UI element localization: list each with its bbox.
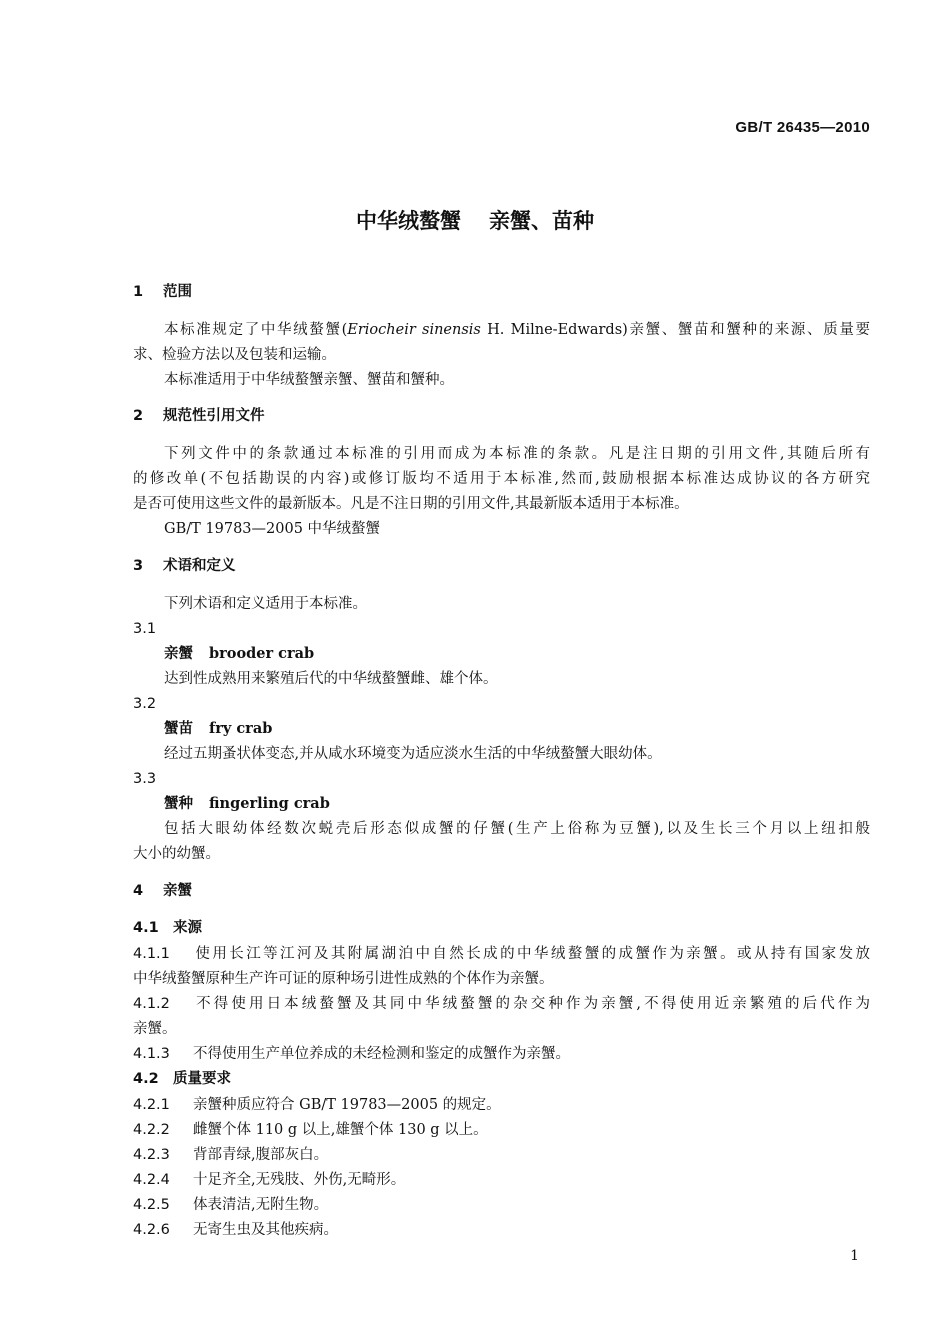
section-number: 2 (133, 408, 144, 424)
clause-4-2-6: 4.2.6 无寄生虫及其他疾病。 (133, 1222, 338, 1238)
term-number: 3.3 (133, 771, 157, 787)
section-1-heading (133, 282, 950, 302)
section-4-heading (133, 881, 950, 901)
section-title: 规范性引用文件 (163, 408, 265, 424)
section-title: 亲蟹 (163, 883, 192, 899)
section-2-heading (133, 406, 950, 426)
document-title (0, 205, 950, 235)
paragraph-line: 亲蟹。 (133, 1021, 177, 1037)
section-number: 4 (133, 883, 144, 899)
page-number: 1 (850, 1248, 859, 1264)
title-main: 中华绒螯蟹 (356, 209, 461, 233)
term-name: 蟹苗 fry crab (164, 720, 273, 737)
term-number: 3.2 (133, 696, 157, 712)
term-definition: 大小的幼蟹。 (133, 846, 220, 862)
section-number: 1 (133, 284, 144, 300)
paragraph-line: 本标准适用于中华绒螯蟹亲蟹、蟹苗和蟹种。 (164, 372, 454, 388)
paragraph-line: 中华绒螯蟹原种生产许可证的原种场引进性成熟的个体作为亲蟹。 (133, 971, 554, 987)
clause-4-2-4: 4.2.4 十足齐全,无残肢、外伤,无畸形。 (133, 1172, 406, 1188)
section-3-heading (133, 556, 950, 576)
section-number: 3 (133, 558, 144, 574)
paragraph-line: 下列文件中的条款通过本标准的引用而成为本标准的条款。凡是注日期的引用文件,其随后所有 (164, 446, 870, 462)
section-title: 范围 (163, 284, 192, 300)
section-title: 术语和定义 (163, 558, 236, 574)
paragraph-line: 下列术语和定义适用于本标准。 (164, 596, 367, 612)
paragraph-line: 的修改单(不包括勘误的内容)或修订版均不适用于本标准,然而,鼓励根据本标准达成协议的各方研究 (133, 471, 870, 487)
paragraph-line: 本标准规定了中华绒螯蟹(Eriocheir sinensis H. Milne-Edwards)亲蟹、蟹苗和蟹种的来源、质量要 (164, 322, 870, 338)
subsection-4-2-heading: 4.2 质量要求 (133, 1071, 231, 1087)
standard-code: GB/T 26435—2010 (735, 119, 870, 136)
term-number: 3.1 (133, 621, 157, 637)
clause-4-2-5: 4.2.5 体表清洁,无附生物。 (133, 1197, 329, 1213)
title-sub: 亲蟹、苗种 (489, 209, 594, 233)
term-name: 蟹种 fingerling crab (164, 795, 330, 812)
clause-4-1-1: 4.1.1 使用长江等江河及其附属湖泊中自然长成的中华绒螯蟹的成蟹作为亲蟹。或从持有国家发放 (133, 946, 870, 962)
latin-name: Eriocheir sinensis (347, 322, 481, 338)
paragraph-line: 是否可使用这些文件的最新版本。凡是不注日期的引用文件,其最新版本适用于本标准。 (133, 496, 689, 512)
term-definition: 经过五期蚤状体变态,并从咸水环境变为适应淡水生活的中华绒螯蟹大眼幼体。 (164, 746, 662, 762)
paragraph-line: 求、检验方法以及包装和运输。 (133, 347, 336, 363)
term-name: 亲蟹 brooder crab (164, 645, 315, 662)
clause-4-1-3: 4.1.3 不得使用生产单位养成的未经检测和鉴定的成蟹作为亲蟹。 (133, 1046, 570, 1062)
term-definition: 达到性成熟用来繁殖后代的中华绒螯蟹雌、雄个体。 (164, 671, 498, 687)
clause-4-2-1: 4.2.1 亲蟹种质应符合 GB/T 19783—2005 的规定。 (133, 1097, 501, 1113)
clause-4-2-3: 4.2.3 背部青绿,腹部灰白。 (133, 1147, 329, 1163)
subsection-4-1-heading: 4.1 来源 (133, 920, 202, 936)
normative-reference: GB/T 19783—2005 中华绒螯蟹 (164, 521, 381, 537)
term-definition: 包括大眼幼体经数次蜕壳后形态似成蟹的仔蟹(生产上俗称为豆蟹),以及生长三个月以上纽扣般 (164, 821, 870, 837)
clause-4-1-2: 4.1.2 不得使用日本绒螯蟹及其同中华绒螯蟹的杂交种作为亲蟹,不得使用近亲繁殖的后代作为 (133, 996, 870, 1012)
clause-4-2-2: 4.2.2 雌蟹个体 110 g 以上,雄蟹个体 130 g 以上。 (133, 1122, 488, 1138)
